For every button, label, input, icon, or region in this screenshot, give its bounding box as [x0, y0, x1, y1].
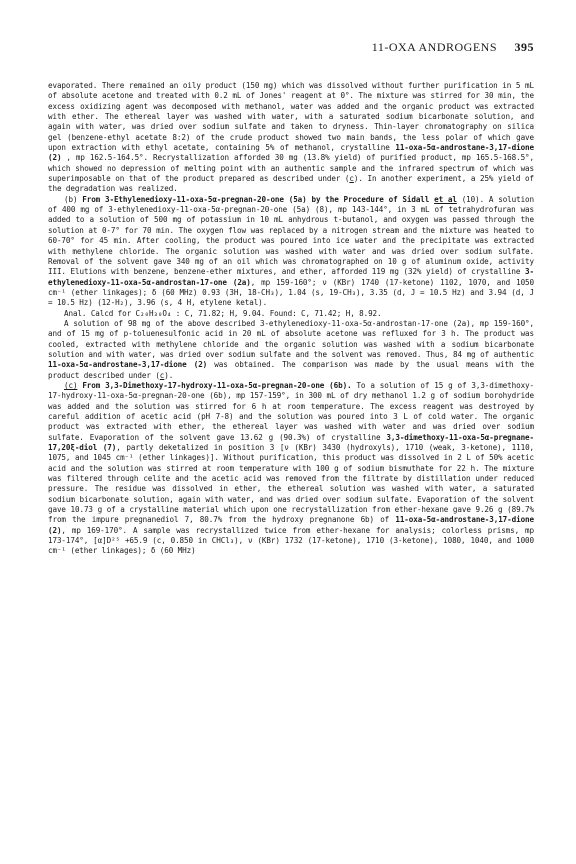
compound-name: 3-ethylenedioxy-11-oxa-5α-androstan-17-one (2a): [48, 267, 534, 287]
paragraph-2-text-b: , mp 159-160°; ν (KBr) 1740 (17-ketone) 1102, 1070, and 1050 cm⁻¹ (ether linkages); δ (60 MHz) 0.93 (3H, 18-CH₃), 1.04 (s, 19-CH₃), 3.35 (d, J = 10.5 Hz) and 3.94 (d, J = 10.5 Hz) (12-H₂), 3.96 (s, 4 H, etylene ketal).: [48, 277, 535, 308]
paragraph-5-text-b: , partly deketalized in position 3 [ν (KBr) 3430 (hydroxyls), 1710 (weak, 3-ketone), 1110, 1075, and 1045 cm⁻¹ (ether linkages)]. Without purification, this product was dissolved in 2 L of 50% acetic acid and the solution was stirred at room temperature with 100 g of sodium bismuthate for 22 h. The mixture was filtered through celite and the acetic acid was removed from the filtrate by distillation under reduced pressure. The residue was dissolved in ether, the ethereal solution was washed with water, a saturated sodium bicarbonate solution, again with water, and was dried over sodium sulfate. Evaporation of the solvent gave 10.73 g of a crystalline material which upon one recrystallization from ether-hexane gave 9.26 g (89.7% from the impure pregnanediol 7, 80.7% from the hydroxy pregnanone 6b) of: [48, 443, 535, 525]
section-label: (b): [64, 194, 78, 204]
paragraph-5-text-a: To a solution of 15 g of 3,3-dimethoxy-17-hydroxy-11-oxa-5α-pregnan-20-one (6b), mp 157-159°, in 300 mL of dry methanol 1.2 g of sodium borohydride was added and the solution was stirred for 6 h at room temperature. The excess reagent was destroyed by careful addition of acetic acid (pH 7-8) and the solution was poured into 3 L of cold water. The organic product was extracted with ether, the ethereal layer was washed with water and was dried over sodium sulfate. Evaporation of the solvent gave 13.62 g (90.3%) of crystalline: [48, 380, 534, 442]
section-reference: c: [349, 174, 354, 184]
paragraph-1-text-c: ). In another experiment, a 25% yield of the degradation was realized.: [48, 174, 534, 194]
compound-name: 11-oxa-5α-androstane-3,17-dione (2): [48, 360, 208, 370]
section-reference: c: [159, 370, 165, 380]
running-header: [372, 40, 534, 55]
compound-name: 3,3-dimethoxy-11-oxa-5α-pregnane-17,20ξ-diol (7): [48, 432, 534, 453]
paragraph-1: [48, 81, 534, 195]
page-body: [48, 81, 534, 557]
paragraph-5: [48, 381, 534, 557]
paragraph-4-text-c: ).: [164, 370, 174, 380]
compound-name: 11-oxa-5α-androstane-3,17-dione (2): [48, 143, 534, 163]
paragraph-4: [48, 319, 534, 381]
section-label: (c): [64, 380, 78, 390]
running-title: 11-OXA ANDROGENS: [371, 40, 497, 54]
paragraph-2: [48, 195, 534, 309]
compound-name: 11-oxa-5α-androstane-3,17-dione (2): [48, 515, 534, 535]
paragraph-4-text-a: A solution of 98 mg of the above described 3-ethylenedioxy-11-oxa-5α-androstan-17-one (2a), mp 159-160°, and of 15 mg of p-toluenesulfonic acid in 20 mL of absolute acetone was refluxed for 3 h. The product was cooled, extracted with methylene chloride and the organic solution was washed with a sodium bicarbonate solution and with water, was dried over sodium sulfate and the solvent was removed. Thus, 84 mg of authentic: [48, 318, 534, 359]
author-reference: et al: [434, 194, 457, 204]
analysis-line: [48, 309, 534, 319]
paragraph-2-text-a: (10). A solution of 400 mg of 3-ethylenedioxy-11-oxa-5α-pregnan-20-one (5a) (8), mp 143-144°, in 3 mL of tetrahydrofuran was added to a solution of 500 mg of potassium in 10 mL anhydrous t-butanol, and oxygen was passed through the solution at 0-7° for 70 min. The oxygen flow was replaced by a nitrogen stream and the mixture was heated to 60-70° for 45 min. After cooling, the product was poured into ice water and the precipitate was extracted with methylene chloride. The organic solution was washed with water and was dried over sodium sulfate. Removal of the solvent gave 340 mg of an oil which was chromatographed on 10 g of aluminum oxide, activity III. Elutions with benzene, benzene-ether mixtures, and ether, afforded 119 mg (32% yield) of crystalline: [48, 194, 534, 277]
page-number: 395: [514, 40, 534, 54]
section-heading: From 3-Ethylenedioxy-11-oxa-5α-pregnan-20-one (5a) by the Procedure of Sidall: [77, 194, 435, 204]
analysis-text: Anal. Calcd for C₂₀H₃₀O₄ : C, 71.82; H, 9.04. Found: C, 71.42; H, 8.92.: [64, 308, 382, 318]
paragraph-5-text-c: , mp 169-170°. A sample was recrystallized twice from ether-hexane for analysis; colorless prisms, mp 173-174°, [α]D²⁵ +65.9 (c, 0.850 in CHCl₃), ν (KBr) 1732 (17-ketone), 1710 (3-ketone), 1080, 1040, and 1000 cm⁻¹ (ether linkages); δ (60 MHz): [48, 525, 534, 556]
paragraph-1-text-b: , mp 162.5-164.5°. Recrystallization afforded 30 mg (13.8% yield) of purified product, mp 165.5-168.5°, which showed no depression of melting point with an authentic sample and the infrared spectrum of which was superimposable on that of the product prepared as described under (: [48, 153, 534, 184]
section-heading: From 3,3-Dimethoxy-17-hydroxy-11-oxa-5α-pregnan-20-one (6b).: [77, 380, 352, 390]
paragraph-4-text-b: was obtained. The comparison was made by the usual means with the product described under (: [48, 360, 534, 380]
paragraph-1-text-a: evaporated. There remained an oily product (150 mg) which was dissolved without further purification in 5 mL of absolute acetone and treated with 0.2 mL of Jones' reagent at 0°. The mixture was stirred for 30 min, the excess oxidizing agent was decomposed with methanol, water was added and the organic product was extracted with ether. The ethereal layer was washed with water, with a saturated sodium bicarbonate solution, and again with water, was dried over sodium sulfate and taken to dryness. Thin-layer chromatography on silica gel (benzene-ethyl acetate 8:2) of the crude product showed two main bands, the less polar of which gave upon extraction with ethyl acetate, containing 5% of methanol, crystalline: [48, 81, 534, 153]
